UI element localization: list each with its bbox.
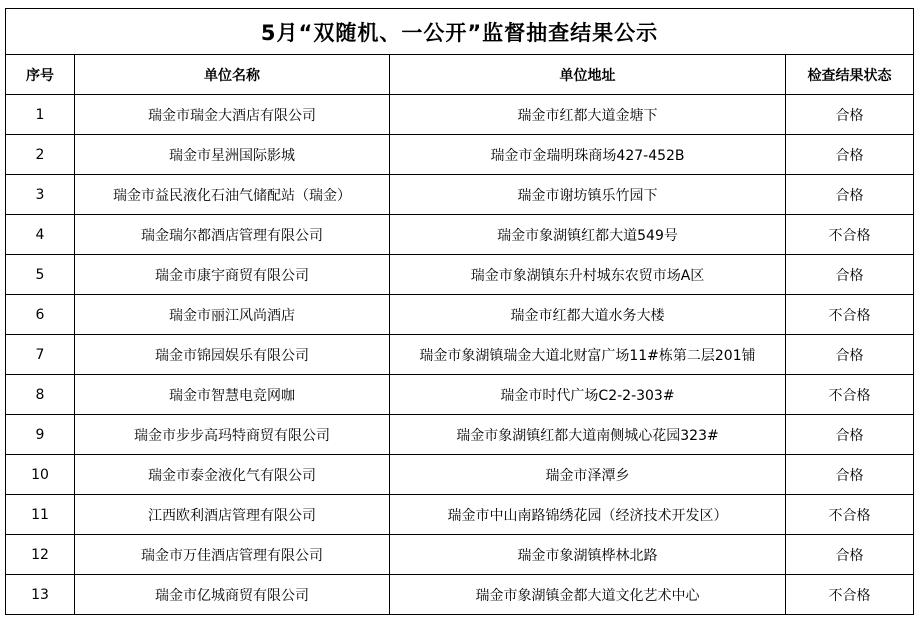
cell-unit-name: 瑞金市智慧电竞网咖 <box>75 375 390 415</box>
cell-unit-address: 瑞金市象湖镇红都大道549号 <box>390 215 786 255</box>
table-row <box>6 455 914 495</box>
cell-serial-no: 8 <box>6 375 75 415</box>
cell-serial-no: 10 <box>6 455 75 495</box>
table-row <box>6 495 914 535</box>
cell-result-status: 合格 <box>786 135 914 175</box>
cell-unit-name: 瑞金市星洲国际影城 <box>75 135 390 175</box>
header-row <box>6 55 914 95</box>
table-row <box>6 335 914 375</box>
table-row <box>6 215 914 255</box>
title-row <box>6 9 914 55</box>
header-result-status: 检查结果状态 <box>786 55 914 95</box>
cell-result-status: 不合格 <box>786 375 914 415</box>
cell-unit-name: 瑞金市万佳酒店管理有限公司 <box>75 535 390 575</box>
cell-unit-address: 瑞金市象湖镇东升村城东农贸市场A区 <box>390 255 786 295</box>
cell-serial-no: 7 <box>6 335 75 375</box>
cell-serial-no: 2 <box>6 135 75 175</box>
cell-result-status: 不合格 <box>786 495 914 535</box>
cell-result-status: 不合格 <box>786 575 914 615</box>
table-row <box>6 375 914 415</box>
cell-unit-address: 瑞金市象湖镇桦林北路 <box>390 535 786 575</box>
table-row <box>6 575 914 615</box>
cell-unit-address: 瑞金市泽潭乡 <box>390 455 786 495</box>
cell-unit-address: 瑞金市象湖镇红都大道南侧城心花园323# <box>390 415 786 455</box>
cell-serial-no: 11 <box>6 495 75 535</box>
table-row <box>6 295 914 335</box>
cell-serial-no: 5 <box>6 255 75 295</box>
table-row <box>6 255 914 295</box>
cell-result-status: 不合格 <box>786 295 914 335</box>
table-row <box>6 175 914 215</box>
cell-serial-no: 6 <box>6 295 75 335</box>
cell-serial-no: 12 <box>6 535 75 575</box>
cell-serial-no: 3 <box>6 175 75 215</box>
header-unit-name: 单位名称 <box>75 55 390 95</box>
cell-unit-name: 江西欧利酒店管理有限公司 <box>75 495 390 535</box>
cell-unit-address: 瑞金市红都大道金塘下 <box>390 95 786 135</box>
cell-unit-address: 瑞金市象湖镇金都大道文化艺术中心 <box>390 575 786 615</box>
cell-result-status: 合格 <box>786 95 914 135</box>
header-unit-address: 单位地址 <box>390 55 786 95</box>
cell-unit-name: 瑞金市亿城商贸有限公司 <box>75 575 390 615</box>
cell-result-status: 合格 <box>786 175 914 215</box>
page-title: 5月“双随机、一公开”监督抽查结果公示 <box>6 9 914 55</box>
cell-unit-name: 瑞金市丽江风尚酒店 <box>75 295 390 335</box>
cell-result-status: 不合格 <box>786 215 914 255</box>
cell-unit-address: 瑞金市象湖镇瑞金大道北财富广场11#栋第二层201铺 <box>390 335 786 375</box>
cell-unit-name: 瑞金市锦园娱乐有限公司 <box>75 335 390 375</box>
cell-unit-name: 瑞金市瑞金大酒店有限公司 <box>75 95 390 135</box>
cell-unit-name: 瑞金市泰金液化气有限公司 <box>75 455 390 495</box>
table-row <box>6 95 914 135</box>
cell-unit-address: 瑞金市谢坊镇乐竹园下 <box>390 175 786 215</box>
cell-unit-name: 瑞金市康宇商贸有限公司 <box>75 255 390 295</box>
header-serial-no: 序号 <box>6 55 75 95</box>
cell-unit-address: 瑞金市时代广场C2-2-303# <box>390 375 786 415</box>
cell-serial-no: 4 <box>6 215 75 255</box>
cell-result-status: 合格 <box>786 335 914 375</box>
table-row <box>6 535 914 575</box>
cell-result-status: 合格 <box>786 255 914 295</box>
inspection-results-table <box>5 8 914 615</box>
cell-result-status: 合格 <box>786 535 914 575</box>
cell-unit-name: 瑞金市益民液化石油气储配站（瑞金） <box>75 175 390 215</box>
cell-serial-no: 13 <box>6 575 75 615</box>
cell-unit-address: 瑞金市金瑞明珠商场427-452B <box>390 135 786 175</box>
cell-serial-no: 9 <box>6 415 75 455</box>
cell-unit-name: 瑞金瑞尔都酒店管理有限公司 <box>75 215 390 255</box>
table-body <box>6 95 914 615</box>
cell-result-status: 合格 <box>786 455 914 495</box>
cell-serial-no: 1 <box>6 95 75 135</box>
cell-result-status: 合格 <box>786 415 914 455</box>
table-row <box>6 415 914 455</box>
cell-unit-address: 瑞金市中山南路锦绣花园（经济技术开发区） <box>390 495 786 535</box>
result-sheet <box>5 8 913 615</box>
table-row <box>6 135 914 175</box>
cell-unit-name: 瑞金市步步高玛特商贸有限公司 <box>75 415 390 455</box>
cell-unit-address: 瑞金市红都大道水务大楼 <box>390 295 786 335</box>
